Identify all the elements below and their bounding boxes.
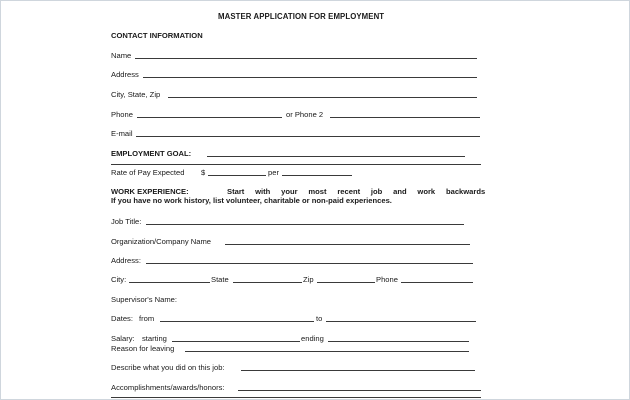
phone-field[interactable] bbox=[137, 117, 282, 118]
salary-ending-field[interactable] bbox=[328, 341, 469, 342]
organization-label: Organization/Company Name bbox=[111, 237, 212, 246]
organization-field[interactable] bbox=[225, 244, 470, 245]
describe-field[interactable] bbox=[241, 370, 475, 371]
name-label: Name bbox=[111, 51, 132, 60]
job-title-field[interactable] bbox=[146, 224, 464, 225]
salary-ending-label: ending bbox=[301, 334, 324, 343]
rate-amount-field[interactable] bbox=[208, 175, 266, 176]
rate-label: Rate of Pay Expected bbox=[111, 168, 185, 177]
address-label: Address bbox=[111, 70, 139, 79]
name-field[interactable] bbox=[135, 58, 477, 59]
work-exp-heading: WORK EXPERIENCE: bbox=[111, 187, 189, 196]
email-label: E-mail bbox=[111, 129, 133, 138]
salary-starting-label: starting bbox=[142, 334, 167, 343]
rate-per-label: per bbox=[268, 168, 279, 177]
accomplishments-label: Accomplishments/awards/honors: bbox=[111, 383, 225, 392]
work-address-label: Address: bbox=[111, 256, 141, 265]
describe-label: Describe what you did on this job: bbox=[111, 363, 225, 372]
reason-field[interactable] bbox=[185, 351, 469, 352]
work-phone-field[interactable] bbox=[401, 282, 473, 283]
employment-goal-label: EMPLOYMENT GOAL: bbox=[111, 149, 192, 158]
work-address-field[interactable] bbox=[146, 263, 473, 264]
work-exp-note: If you have no work history, list volunteer, charitable or non-paid experiences. bbox=[111, 196, 392, 205]
work-exp-instruction: Start with your most recent job and work backwards bbox=[227, 187, 486, 196]
phone2-label: or Phone 2 bbox=[286, 110, 324, 119]
state-field[interactable] bbox=[233, 282, 302, 283]
accomplishments-field-2[interactable] bbox=[111, 397, 481, 398]
form-title: MASTER APPLICATION FOR EMPLOYMENT bbox=[218, 12, 385, 21]
salary-starting-field[interactable] bbox=[172, 341, 300, 342]
zip-label: Zip bbox=[303, 275, 314, 284]
dates-from-field[interactable] bbox=[160, 321, 314, 322]
dates-from-label: from bbox=[139, 314, 155, 323]
rate-per-field[interactable] bbox=[282, 175, 352, 176]
dates-to-field[interactable] bbox=[326, 321, 476, 322]
phone2-field[interactable] bbox=[330, 117, 480, 118]
work-phone-label: Phone bbox=[376, 275, 398, 284]
rate-currency: $ bbox=[201, 168, 206, 177]
dates-label: Dates: bbox=[111, 314, 133, 323]
zip-field[interactable] bbox=[317, 282, 375, 283]
reason-label: Reason for leaving bbox=[111, 344, 175, 353]
employment-goal-field-2[interactable] bbox=[111, 164, 481, 165]
dates-to-label: to bbox=[316, 314, 323, 323]
city-field[interactable] bbox=[129, 282, 210, 283]
city-state-zip-label: City, State, Zip bbox=[111, 90, 161, 99]
employment-goal-field[interactable] bbox=[207, 156, 465, 157]
job-title-label: Job Title: bbox=[111, 217, 142, 226]
supervisor-label: Supervisor's Name: bbox=[111, 295, 178, 304]
accomplishments-field[interactable] bbox=[238, 390, 481, 391]
city-label: City: bbox=[111, 275, 127, 284]
salary-label: Salary: bbox=[111, 334, 135, 343]
address-field[interactable] bbox=[143, 77, 477, 78]
state-label: State bbox=[211, 275, 229, 284]
contact-heading: CONTACT INFORMATION bbox=[111, 31, 203, 40]
phone-label: Phone bbox=[111, 110, 133, 119]
city-state-zip-field[interactable] bbox=[168, 97, 477, 98]
email-field[interactable] bbox=[136, 136, 480, 137]
